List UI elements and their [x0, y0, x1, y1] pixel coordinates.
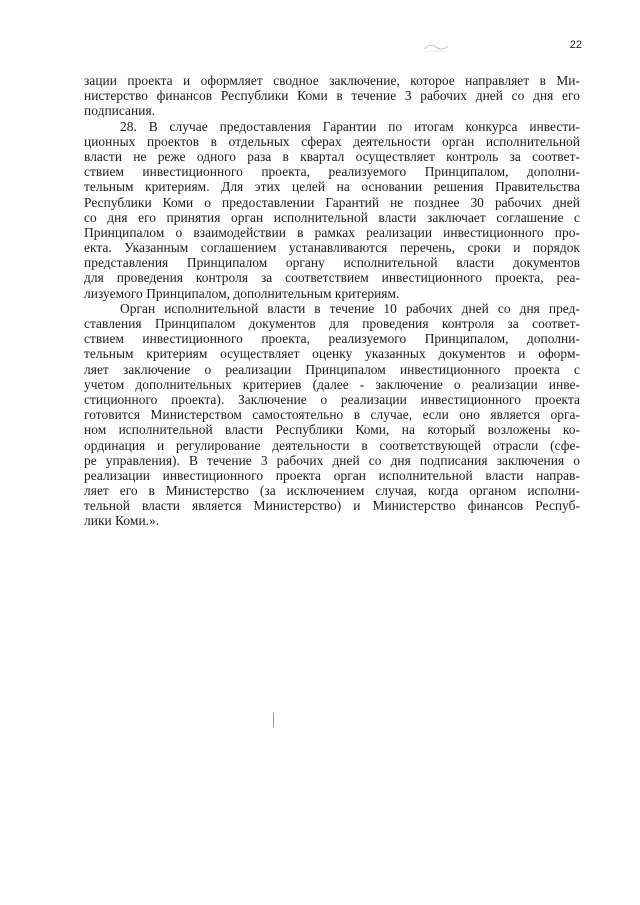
page-number: 22: [569, 39, 582, 51]
text-line: ляет его в Министерство (за исключением случая, когда органом исполни-: [84, 483, 580, 499]
text-line: реализации инвестиционного проекта орган исполнительной власти направ-: [84, 467, 580, 483]
text-line: для проведения контроля за соответствием инвестиционного проекта, реа-: [84, 270, 580, 286]
text-line: власти не реже одного раза в квартал осуществляет контроль за соответ-: [84, 148, 580, 164]
text-line: Орган исполнительной власти в течение 10 рабочих дней со дня пред-: [120, 300, 580, 316]
text-line: тельным критериям осуществляет оценку указанных документов и оформ-: [84, 346, 580, 362]
text-line: ординация и регулирование деятельности в соответствующей отрасли (сфе-: [84, 437, 580, 453]
text-line: учетом дополнительных критериев (далее - заключение о реализации инве-: [84, 376, 580, 392]
scan-mark-icon: [422, 42, 450, 52]
text-line: ционных проектов в отдельных сферах деятельности орган исполнительной: [84, 133, 580, 149]
text-line: со дня его принятия орган исполнительной власти заключает соглашение с: [84, 209, 580, 225]
text-line: Принципалом о взаимодействии в рамках реализации инвестиционного про-: [84, 224, 580, 240]
text-line: екта. Указанным соглашением устанавливаются перечень, сроки и порядок: [84, 240, 580, 256]
text-line: готовится Министерством самостоятельно в случае, если оно является орга-: [84, 407, 580, 423]
text-line: лизуемого Принципалом, дополнительным критериям.: [84, 285, 400, 301]
text-line: ляет заключение о реализации Принципалом инвестиционного проекта с: [84, 361, 580, 377]
document-body: [84, 73, 580, 529]
text-line: представления Принципалом органу исполнительной власти документов: [84, 255, 580, 271]
text-line: подписания.: [84, 103, 156, 119]
text-line: нистерство финансов Республики Коми в течение 3 рабочих дней со дня его: [84, 88, 580, 104]
scan-artifact: [273, 713, 274, 727]
text-line: ре управления). В течение 3 рабочих дней со дня подписания заключения о: [84, 452, 580, 468]
text-line: Республики Коми о предоставлении Гарантий не позднее 30 рабочих дней: [84, 194, 580, 210]
text-line: ствием инвестиционного проекта, реализуемого Принципалом, дополни-: [84, 164, 580, 180]
text-line: стиционного проекта). Заключение о реализации инвестиционного проекта: [84, 391, 580, 407]
text-line: лики Коми.».: [84, 513, 160, 529]
text-line: зации проекта и оформляет сводное заключение, которое направляет в Ми-: [84, 73, 580, 88]
text-line: ствием инвестиционного проекта, реализуемого Принципалом, дополни-: [84, 331, 580, 347]
text-line: ставления Принципалом документов для проведения контроля за соответ-: [84, 316, 580, 331]
text-line: тельным критериям. Для этих целей на основании решения Правительства: [84, 179, 580, 195]
text-line: ном исполнительной власти Республики Коми, на который возложены ко-: [84, 422, 580, 438]
text-line: тельной власти является Министерство) и Министерство финансов Респуб-: [84, 498, 580, 514]
text-line: 28. В случае предоставления Гарантии по итогам конкурса инвести-: [120, 118, 580, 134]
